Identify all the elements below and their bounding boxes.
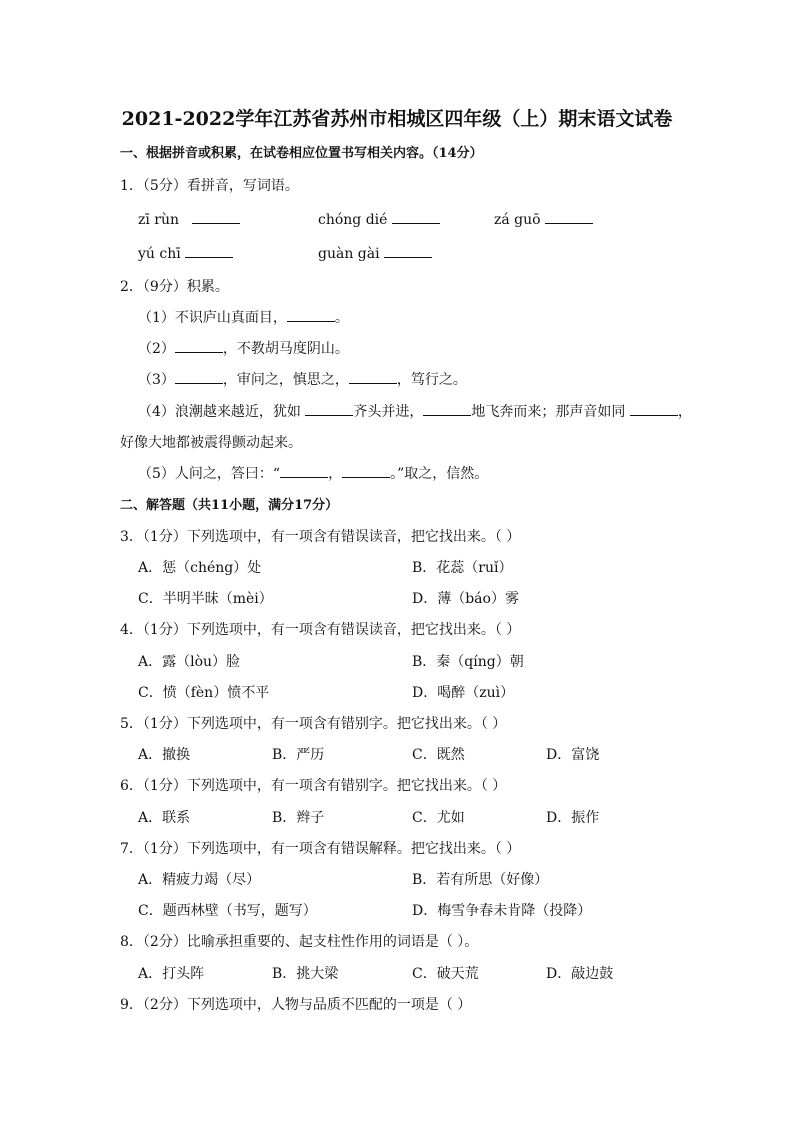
item-text: （2） xyxy=(138,341,175,357)
option-c[interactable]: C．破天荒 xyxy=(412,966,479,982)
q1-pinyin-3 xyxy=(494,211,593,229)
q2-item-2 xyxy=(138,340,349,358)
item-text: ， xyxy=(328,466,343,482)
q1-pinyin-2 xyxy=(318,211,440,229)
item-text: 。 xyxy=(334,310,349,326)
question-stem: 6．（1分）下列选项中，有一项含有错别字。把它找出来。（ ） xyxy=(120,778,507,794)
q2-item-1 xyxy=(138,309,349,327)
pinyin-text: chóng dié xyxy=(318,212,388,228)
option-d[interactable]: D．富饶 xyxy=(546,747,600,763)
q1-pinyin-5 xyxy=(318,245,432,263)
option-d[interactable]: D．梅雪争春未肯降（投降） xyxy=(412,903,592,919)
option-b[interactable]: B．严历 xyxy=(272,747,325,763)
question-stem: 7．（1分）下列选项中，有一项含有错误解释。把它找出来。（ ） xyxy=(120,841,521,857)
q1-pinyin-4 xyxy=(138,245,233,263)
option-b[interactable]: B．秦（qíng）朝 xyxy=(412,654,524,670)
answer-blank[interactable] xyxy=(545,211,593,224)
section-1-heading: 一、根据拼音或积累，在试卷相应位置书写相关内容。（14分） xyxy=(120,146,483,161)
exam-title: 2021-2022学年江苏省苏州市相城区四年级（上）期末语文试卷 xyxy=(121,108,673,130)
answer-blank[interactable] xyxy=(192,211,240,224)
question-stem: 3．（1分）下列选项中，有一项含有错误读音，把它找出来。（ ） xyxy=(120,529,521,545)
q2-item-4-cont: 好像大地都被震得颤动起来。 xyxy=(120,435,302,451)
answer-blank[interactable] xyxy=(423,403,471,416)
option-a[interactable]: A．联系 xyxy=(138,810,191,826)
option-b[interactable]: B．挑大梁 xyxy=(272,966,339,982)
q2-item-4 xyxy=(138,403,692,421)
answer-blank[interactable] xyxy=(280,465,328,478)
option-c[interactable]: C．尤如 xyxy=(412,810,465,826)
question-stem: 4．（1分）下列选项中，有一项含有错误读音，把它找出来。（ ） xyxy=(120,622,521,638)
question-stem: 8．（2分）比喻承担重要的、起支柱性作用的词语是（ ）。 xyxy=(120,934,479,950)
answer-blank[interactable] xyxy=(342,465,390,478)
section-2-heading: 二、解答题（共11小题，满分17分） xyxy=(120,498,339,513)
option-b[interactable]: B．花蕊（ruǐ） xyxy=(412,560,513,576)
pinyin-text: guàn gài xyxy=(318,246,380,262)
option-c[interactable]: C．题西林壁（书写，题写） xyxy=(138,903,317,919)
option-c[interactable]: C．半明半昧（mèi） xyxy=(138,591,273,607)
option-a[interactable]: A．精疲力竭（尽） xyxy=(138,872,261,888)
item-text: （4）浪潮越来越近，犹如 xyxy=(138,404,306,420)
option-a[interactable]: A．惩（chéng）处 xyxy=(138,560,262,576)
pinyin-text: yú chī xyxy=(138,246,181,262)
answer-blank[interactable] xyxy=(392,211,440,224)
item-text: ，笃行之。 xyxy=(396,372,467,388)
item-text: ，审问之，慎思之， xyxy=(222,372,349,388)
option-b[interactable]: B．辫子 xyxy=(272,810,325,826)
item-text: 。”取之，信然。 xyxy=(390,466,489,482)
answer-blank[interactable] xyxy=(349,371,397,384)
item-text: （3） xyxy=(138,372,175,388)
option-d[interactable]: D．薄（báo）雾 xyxy=(412,591,519,607)
question-stem: 9．（2分）下列选项中，人物与品质不匹配的一项是（ ） xyxy=(120,997,472,1013)
answer-blank[interactable] xyxy=(185,245,233,258)
option-c[interactable]: C．既然 xyxy=(412,747,465,763)
q1-pinyin-1 xyxy=(138,211,240,229)
answer-blank[interactable] xyxy=(175,340,223,353)
item-text: ， xyxy=(677,404,692,420)
q2-item-3 xyxy=(138,371,467,389)
item-text: （5）人问之，答曰：“ xyxy=(138,466,281,482)
pinyin-text: zī rùn xyxy=(138,212,180,228)
answer-blank[interactable] xyxy=(287,309,335,322)
answer-blank[interactable] xyxy=(630,403,678,416)
option-a[interactable]: A．撤换 xyxy=(138,747,191,763)
option-d[interactable]: D．喝醉（zuì） xyxy=(412,685,515,701)
q2-stem: 2．（9分）积累。 xyxy=(120,279,229,295)
answer-blank[interactable] xyxy=(175,371,223,384)
answer-blank[interactable] xyxy=(384,245,432,258)
q2-item-5 xyxy=(138,465,488,483)
q1-stem: 1．（5分）看拼音，写词语。 xyxy=(120,178,299,194)
option-d[interactable]: D．敲边鼓 xyxy=(546,966,614,982)
answer-blank[interactable] xyxy=(305,403,353,416)
item-text: ，不教胡马度阴山。 xyxy=(222,341,349,357)
item-text: （1）不识庐山真面目， xyxy=(138,310,287,326)
option-a[interactable]: A．打头阵 xyxy=(138,966,205,982)
item-text: 齐头并进， xyxy=(353,404,424,420)
option-d[interactable]: D．振作 xyxy=(546,810,600,826)
pinyin-text: zá guō xyxy=(494,212,541,228)
option-a[interactable]: A．露（lòu）脸 xyxy=(138,654,241,670)
option-b[interactable]: B．若有所思（好像） xyxy=(412,872,549,888)
option-c[interactable]: C．愤（fèn）愤不平 xyxy=(138,685,270,701)
item-text: 地飞奔而来；那声音如同 xyxy=(471,404,630,420)
question-stem: 5．（1分）下列选项中，有一项含有错别字。把它找出来。（ ） xyxy=(120,716,507,732)
